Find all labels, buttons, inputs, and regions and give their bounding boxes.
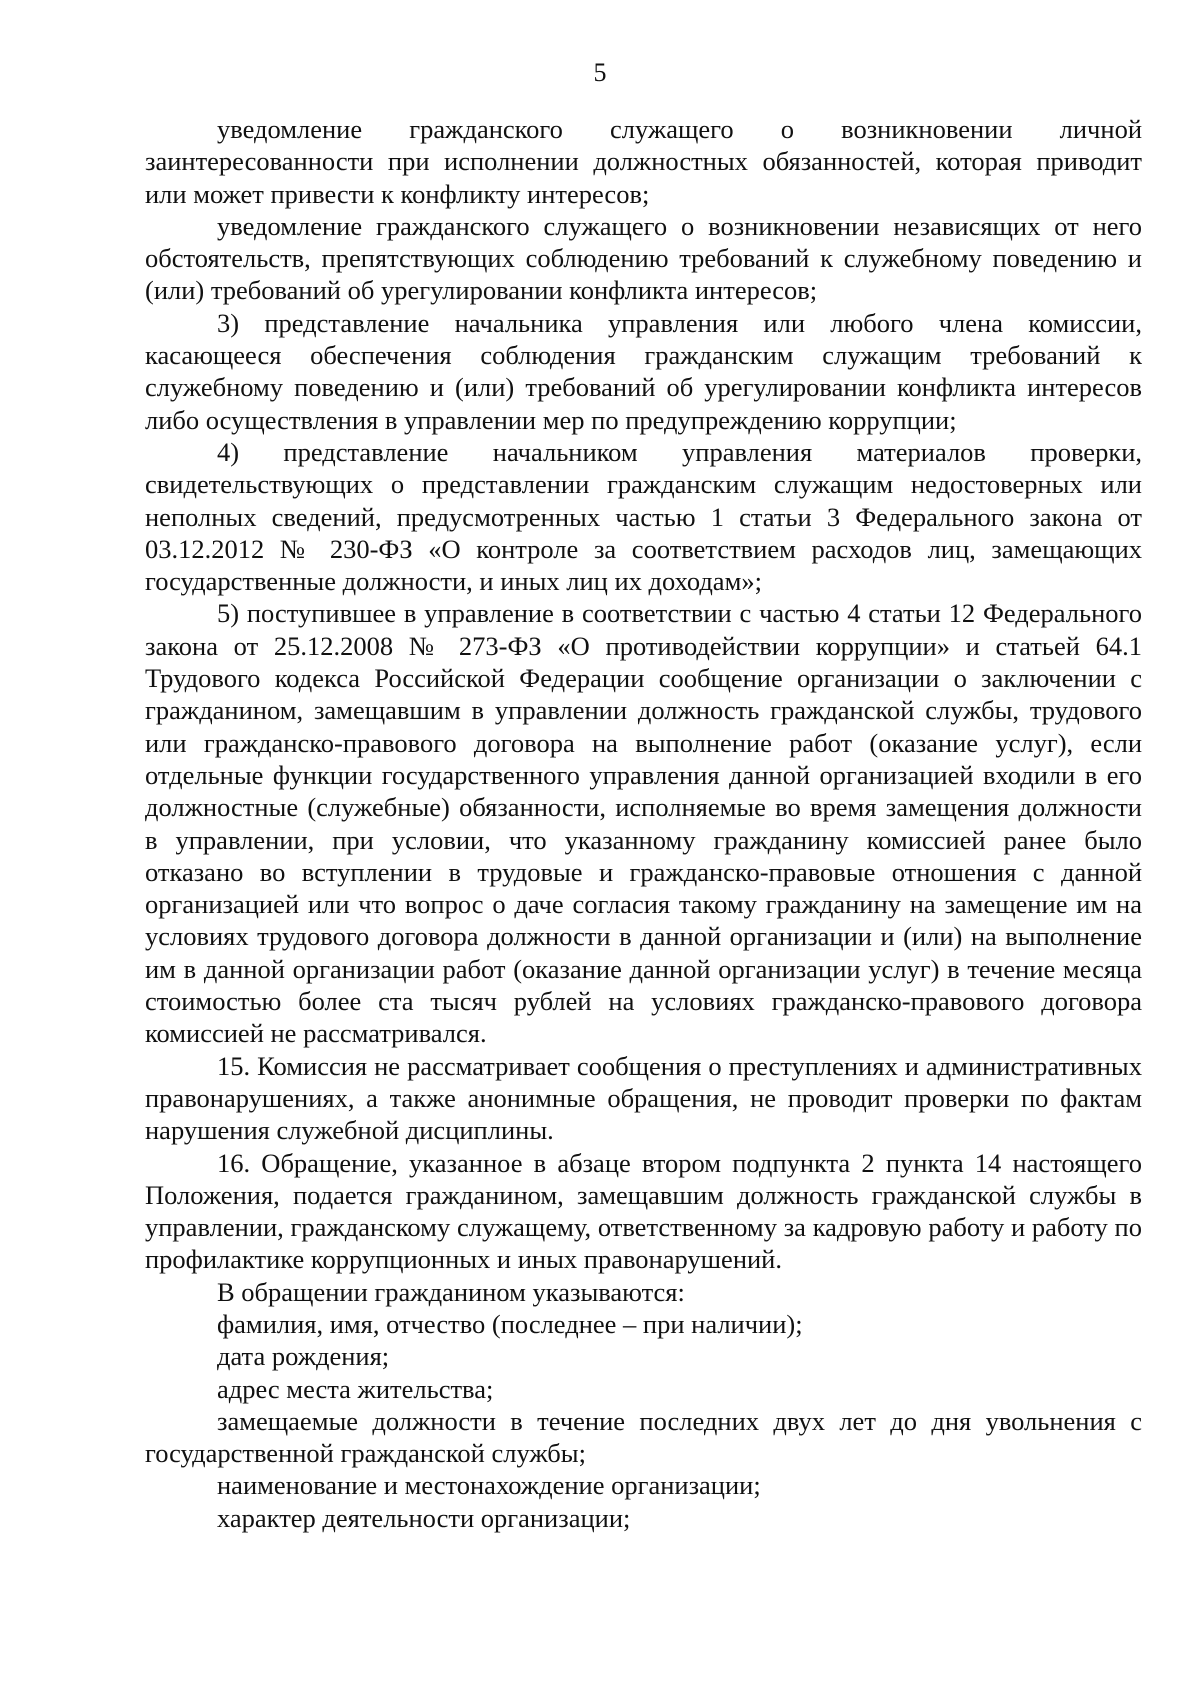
paragraph-appeal-contents-intro: В обращении гражданином указываются: bbox=[217, 1276, 685, 1307]
paragraph-item-3: 3) представление начальника управления или любого члена комиссии, касающееся обеспечения соблюдения гражданским служащим требований к служебному поведению и (или) требований об урегулировании конфликта интересов либо осуществления в управлении мер по предупреждению коррупции; bbox=[145, 307, 1142, 435]
list-item-birth-date: дата рождения; bbox=[217, 1341, 390, 1372]
list-item-positions: замещаемые должности в течение последних двух лет до дня увольнения с государственной гражданской службы; bbox=[145, 1405, 1142, 1469]
paragraph-clause-15: 15. Комиссия не рассматривает сообщения о преступлениях и административных правонарушениях, а также анонимные обращения, не проводит проверки по фактам нарушения служебной дисциплины. bbox=[145, 1050, 1142, 1146]
list-item-organization-activity: характер деятельности организации; bbox=[217, 1502, 631, 1533]
paragraph-notice-independent-circumstances: уведомление гражданского служащего о возникновении независящих от него обстоятельств, препятствующих соблюдению требований к служебному поведению и (или) требований об урегулировании конфликта интересов; bbox=[145, 210, 1142, 306]
paragraph-item-5: 5) поступившее в управление в соответствии с частью 4 статьи 12 Федерального закона от 25.12.2008 № 273-ФЗ «О противодействии коррупции» и статьей 64.1 Трудового кодекса Российской Федерации сообщение организации о заключении с гражданином, замещавшим в управлении должность гражданской службы, трудового или гражданско-правового договора на выполнение работ (оказание услуг), если отдельные функции государственного управления данной организацией входили в его должностные (служебные) обязанности, исполняемые во время замещения должности в управлении, при условии, что указанному гражданину комиссией ранее было отказано во вступлении в трудовые и гражданско-правовые отношения с данной организацией или что вопрос о даче согласия такому гражданину на замещение им на условиях трудового договора должности в данной организации и (или) на выполнение им в данной организации работ (оказание данной организации услуг) в течение месяца стоимостью более ста тысяч рублей на условиях гражданско-правового договора комиссией не рассматривался. bbox=[145, 598, 1142, 1049]
paragraph-item-4: 4) представление начальником управления материалов проверки, свидетельствующих о представлении гражданским служащим недостоверных или неполных сведений, предусмотренных частью 1 статьи 3 Федерального закона от 03.12.2012 № 230-ФЗ «О контроле за соответствием расходов лиц, замещающих государственные должности, и иных лиц их доходам»; bbox=[145, 436, 1142, 597]
list-item-organization-name: наименование и местонахождение организации; bbox=[217, 1470, 761, 1501]
list-item-full-name: фамилия, имя, отчество (последнее – при наличии); bbox=[217, 1308, 803, 1339]
paragraph-clause-16: 16. Обращение, указанное в абзаце втором подпункта 2 пункта 14 настоящего Положения, подается гражданином, замещавшим должность гражданской службы в управлении, гражданскому служащему, ответственному за кадровую работу и работу по профилактике коррупционных и иных правонарушений. bbox=[145, 1147, 1142, 1275]
paragraph-notice-personal-interest: уведомление гражданского служащего о возникновении личной заинтересованности при исполнении должностных обязанностей, которая приводит или может привести к конфликту интересов; bbox=[145, 114, 1142, 209]
list-item-address: адрес места жительства; bbox=[217, 1373, 494, 1404]
document-body bbox=[145, 113, 1142, 1534]
page-number: 5 bbox=[593, 58, 607, 87]
